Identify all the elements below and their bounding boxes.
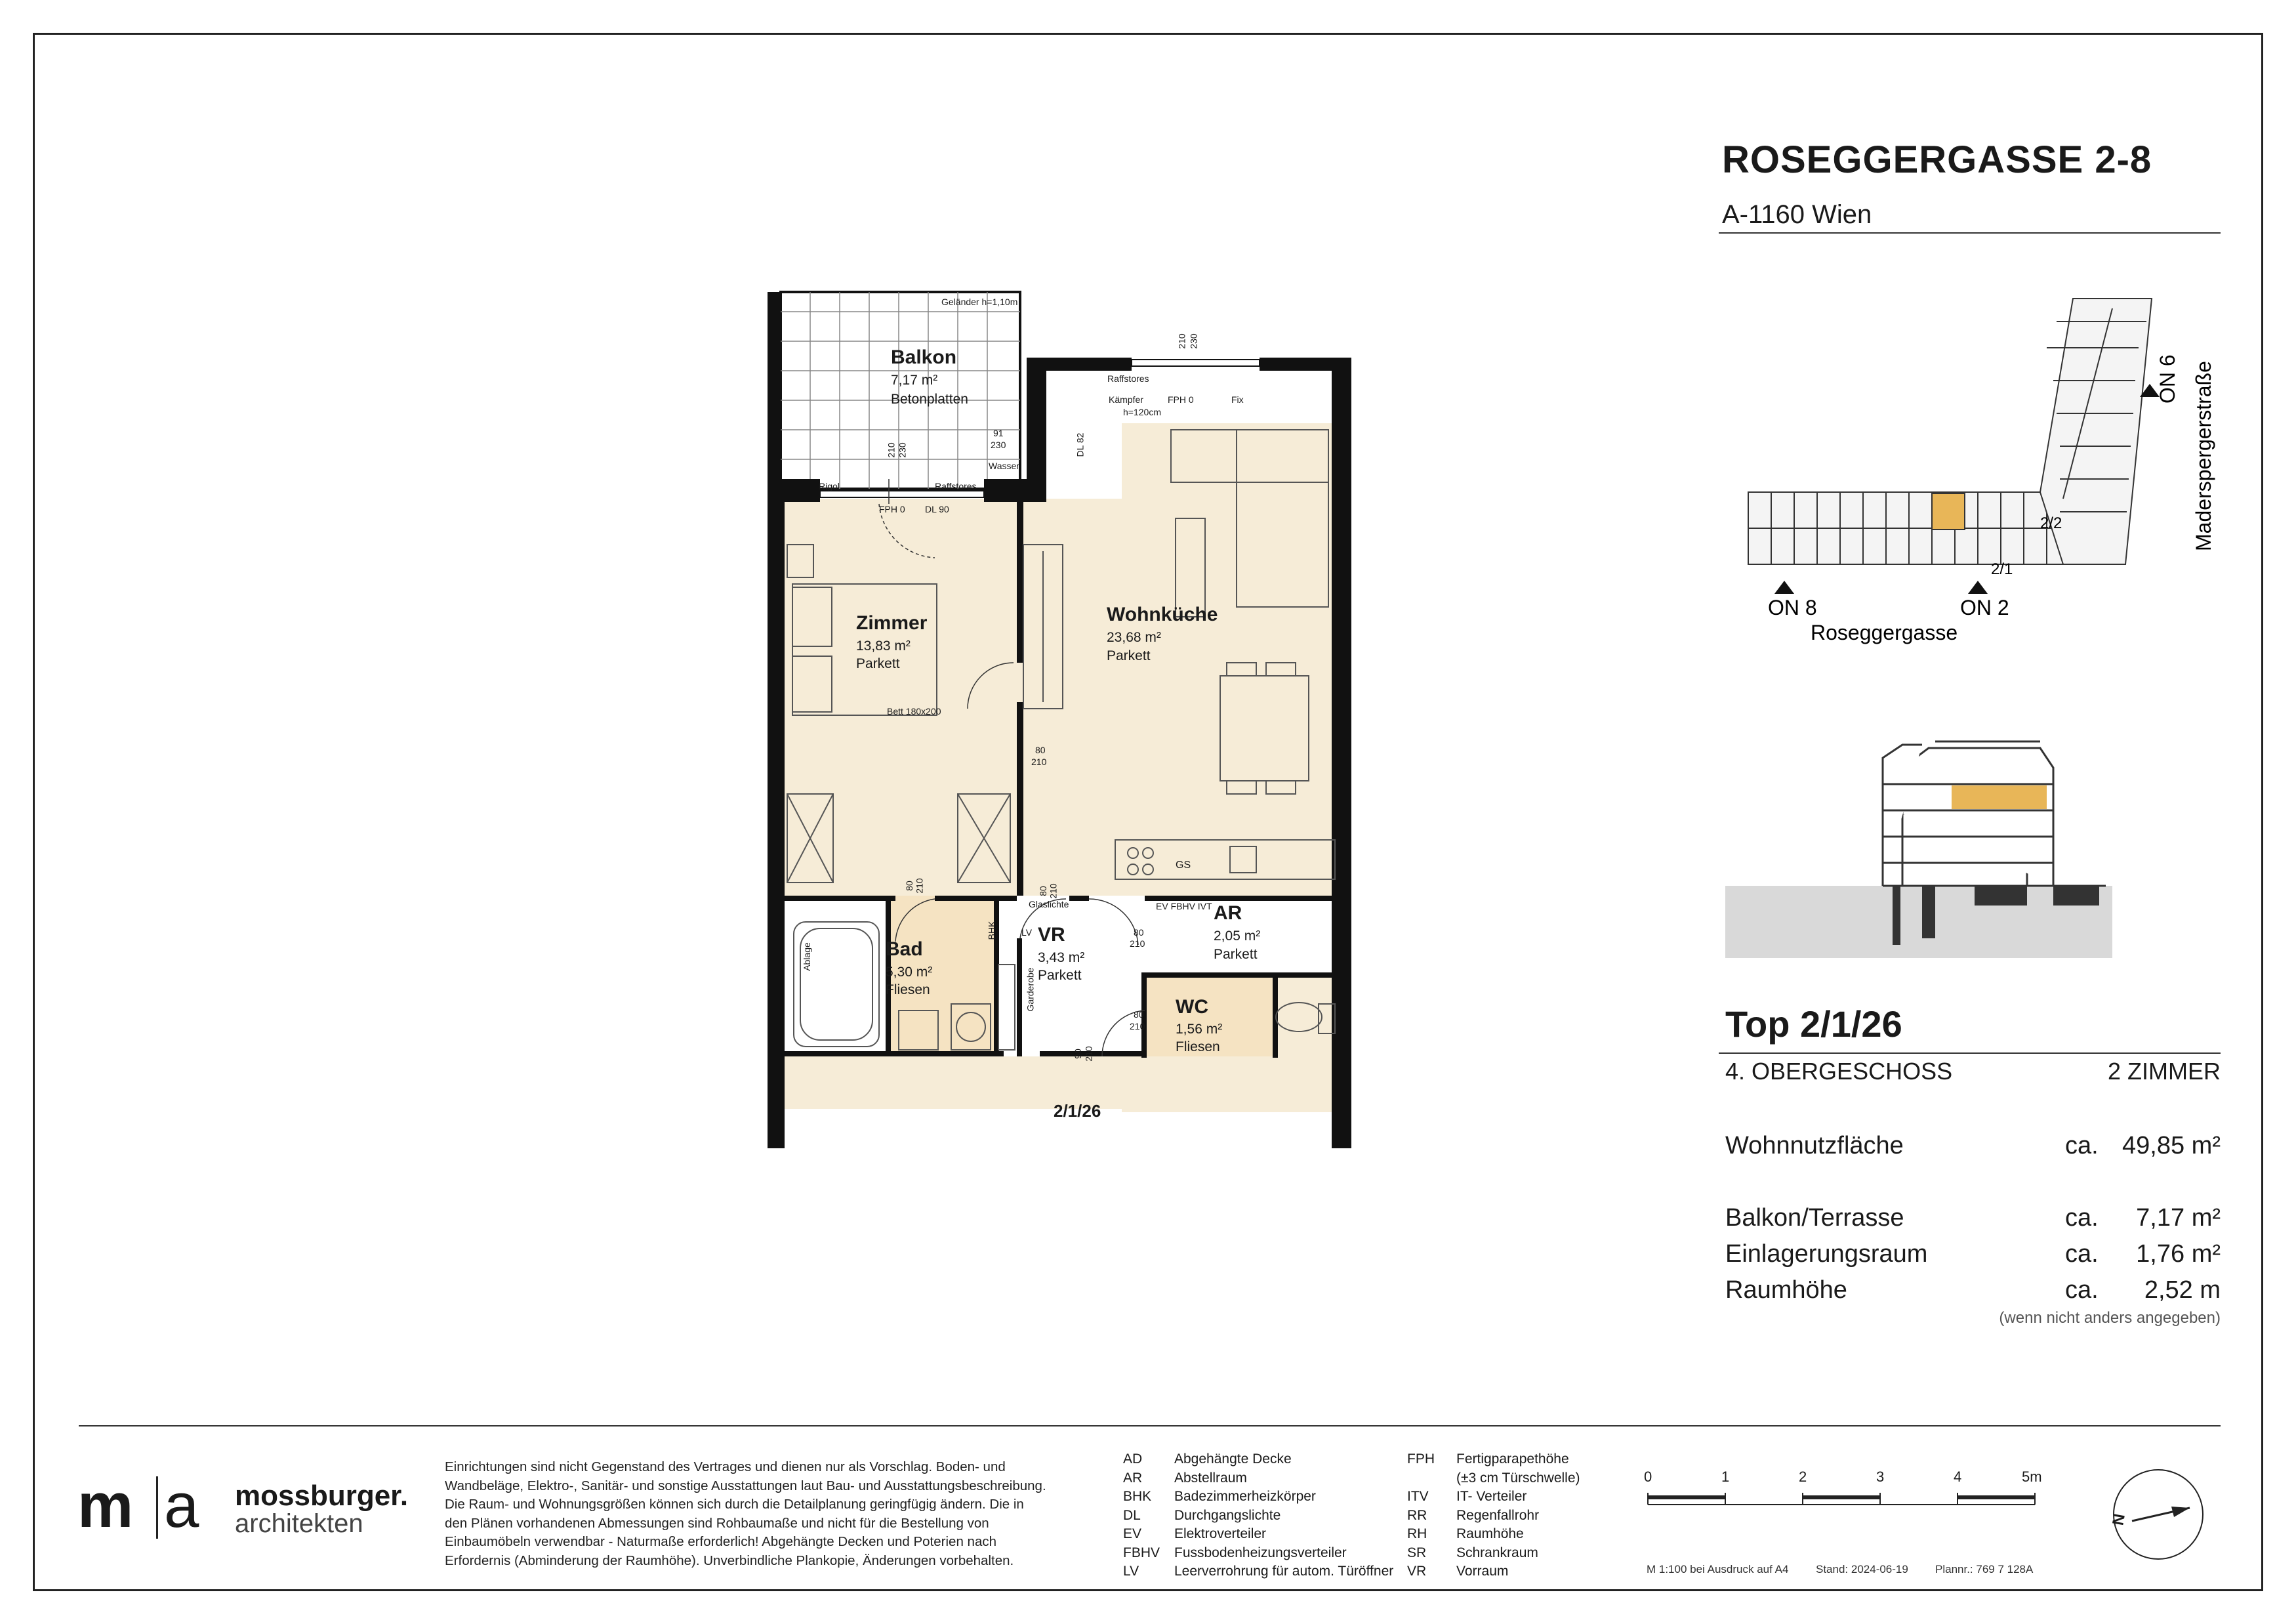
scale-tick-label: 1 — [1721, 1468, 1730, 1485]
legend-text: Elektroverteiler — [1174, 1526, 1267, 1541]
legend-text: Raumhöhe — [1456, 1526, 1524, 1541]
legend-abbr: LV — [1123, 1564, 1139, 1579]
room-area: 1,56 m² — [1176, 1022, 1223, 1037]
room-floor: Betonplatten — [891, 392, 968, 407]
entrance-on8: ON 8 — [1768, 596, 1817, 619]
area-label: Balkon/Terrasse — [1725, 1204, 1904, 1232]
plan-number: Plannr.: 769 7 128A — [1935, 1563, 2034, 1575]
legend-abbr: DL — [1123, 1507, 1141, 1523]
area-value: 2,52 m — [2144, 1276, 2221, 1304]
annotation-fix: Fix — [1231, 394, 1244, 405]
unit-rooms: 2 ZIMMER — [2107, 1058, 2221, 1085]
door-width: 80 — [903, 881, 914, 891]
room-area: 13,83 m² — [856, 638, 911, 654]
annotation-garderobe: Garderobe — [1025, 967, 1036, 1012]
north-label: N — [2109, 1512, 2129, 1527]
legend-abbr: RR — [1407, 1507, 1427, 1523]
height-note: (wenn nicht anders angegeben) — [1999, 1309, 2221, 1327]
scale-tick-label: 0 — [1644, 1468, 1652, 1485]
room-area: 5,30 m² — [886, 965, 933, 980]
annotation-kaempfer: Kämpfer — [1109, 394, 1143, 405]
window-height: 210 — [1176, 333, 1187, 349]
door-height: 210 — [1130, 1021, 1145, 1031]
door-height: 210 — [914, 878, 925, 894]
room-floor: Parkett — [1107, 648, 1151, 663]
unit-highlight-section — [1952, 785, 2047, 809]
door-height: 210 — [1048, 883, 1059, 899]
annotation-ev-fbhv-itv: EV FBHV IVT — [1156, 901, 1212, 911]
street-bottom-label: Roseggergasse — [1811, 621, 1958, 644]
area-ca: ca. — [2065, 1240, 2099, 1268]
legend-text: Vorraum — [1456, 1564, 1509, 1579]
scale-tick-label: 2 — [1799, 1468, 1807, 1485]
window-height: 230 — [1188, 333, 1199, 349]
annotation-gs: GS — [1176, 860, 1191, 871]
legend-abbr: EV — [1123, 1526, 1142, 1541]
street-right-label: Maderspergerstraße — [2192, 361, 2215, 551]
entrance-on6: ON 6 — [2156, 354, 2179, 404]
footer-divider — [79, 1425, 2221, 1426]
room-name: Balkon — [891, 346, 957, 368]
annotation-fph0: FPH 0 — [879, 504, 905, 514]
door-width: 80 — [1035, 745, 1046, 755]
logo-letter-a: a — [164, 1470, 199, 1541]
legend-text: Regenfallrohr — [1456, 1507, 1540, 1523]
door-width: 80 — [1037, 886, 1048, 896]
legend-descriptions-1 — [1174, 1450, 1393, 1581]
legend-descriptions-2 — [1456, 1450, 1580, 1581]
area-value: 49,85 m² — [2122, 1132, 2221, 1159]
room-area: 23,68 m² — [1107, 630, 1161, 645]
legend-text: Durchgangslichte — [1174, 1507, 1281, 1523]
unit-number: Top 2/1/26 — [1725, 1003, 1902, 1045]
annotation-wasser: Wasser — [989, 461, 1019, 471]
room-floor: Parkett — [1214, 947, 1258, 962]
scale-bar — [1640, 1486, 2047, 1512]
annotation-rigol: Rigol — [819, 481, 840, 491]
annotation-kaempfer-height: h=120cm — [1123, 407, 1161, 417]
door-width: 80 — [1134, 927, 1144, 938]
annotation-dl82: DL 82 — [1075, 432, 1086, 457]
annotation-glaslichte: Glaslichte — [1029, 899, 1069, 909]
area-value: 7,17 m² — [2136, 1204, 2221, 1232]
legend-text: Badezimmerheizkörper — [1174, 1489, 1316, 1504]
area-ca: ca. — [2065, 1276, 2099, 1304]
area-label: Raumhöhe — [1725, 1276, 1847, 1304]
area-label: Wohnnutzfläche — [1725, 1132, 1904, 1159]
plan-date: Stand: 2024-06-19 — [1816, 1563, 1908, 1575]
project-title: ROSEGGERGASSE 2-8 — [1722, 138, 2152, 181]
unit-floor: 4. OBERGESCHOSS — [1725, 1058, 1953, 1085]
legend-text: Abstellraum — [1174, 1470, 1247, 1486]
legend-text: Leerverrohrung für autom. Türöffner — [1174, 1564, 1394, 1579]
window-height: 230 — [897, 442, 908, 458]
door-height: 210 — [1130, 938, 1145, 949]
legend-text: Fertigparapethöhe — [1456, 1451, 1569, 1467]
building-section — [1725, 722, 2119, 958]
area-ca: ca. — [2065, 1204, 2099, 1232]
logo-divider — [156, 1476, 158, 1539]
scale-tick-label: 3 — [1876, 1468, 1885, 1485]
room-name: Zimmer — [856, 612, 928, 634]
disclaimer-text: Einrichtungen sind nicht Gegenstand des Vertrages und dienen nur als Vorschlag. Boden- und Wandbeläge, Elektro-, Sanitär- und sonstige Ausstattungen laut Bau- und Ausstattungsbeschreibung. Die Raum- und Wohnungsgrößen können sich durch die Detailplanung geringfügig ändern. Die in den Plänen vorhandenen Abmessungen sind Rohbaumaße und nicht für die Bestellung von Einbaumöbeln verwendbar - Naturmaße erforderlich! Abgehängte Decken und Poterien nach Erfordernis (Abminderung der Raumhöhe). Unverbindliche Plankopie, Änderungen vorbehalten. — [445, 1459, 1046, 1568]
annotation-dl90: DL 90 — [925, 504, 949, 514]
entrance-on2: ON 2 — [1960, 596, 2009, 619]
window-height: 230 — [991, 440, 1006, 450]
scale-tick-label: 4 — [1954, 1468, 1962, 1485]
door-width-entrance: 90 — [1072, 1049, 1083, 1059]
legend-abbr — [1407, 1469, 1435, 1488]
legend-text: Schrankraum — [1456, 1545, 1538, 1560]
room-floor: Parkett — [856, 656, 900, 671]
room-floor: Parkett — [1038, 968, 1082, 983]
window-height: 210 — [886, 442, 897, 458]
legend-abbr: BHK — [1123, 1489, 1152, 1504]
legend-text: Abgehängte Decke — [1174, 1451, 1292, 1467]
legend-abbr: SR — [1407, 1545, 1427, 1560]
header-divider — [1719, 232, 2221, 234]
project-city: A-1160 Wien — [1722, 200, 1872, 229]
annotation-bhk: BHK — [986, 921, 997, 940]
door-height: 210 — [1031, 757, 1047, 767]
stair-label-21: 2/1 — [1991, 560, 2013, 578]
legend-abbreviations-2 — [1407, 1450, 1435, 1581]
annotation-gelaender: Geländer h=1,10m — [941, 297, 1018, 307]
door-width: 80 — [1134, 1009, 1144, 1020]
logo-letter-m: m — [77, 1470, 131, 1541]
annotation-raffstores: Raffstores — [935, 481, 977, 491]
legend-abbreviations-1 — [1123, 1450, 1160, 1581]
floor-plan — [761, 282, 1351, 1148]
firm-name: mossburger. — [235, 1480, 409, 1512]
room-name: Bad — [886, 938, 923, 960]
room-floor: Fliesen — [1176, 1039, 1220, 1054]
door-height: 210 — [1083, 1046, 1094, 1062]
legend-abbr: ITV — [1407, 1489, 1429, 1504]
stair-label-22: 2/2 — [2040, 514, 2062, 532]
window-width: 91 — [993, 428, 1004, 438]
room-area: 2,05 m² — [1214, 928, 1261, 944]
area-label: Einlagerungsraum — [1725, 1240, 1928, 1268]
room-name: Wohnküche — [1107, 604, 1218, 625]
room-area: 3,43 m² — [1038, 950, 1085, 965]
scale-note: M 1:100 bei Ausdruck auf A4 — [1647, 1563, 1789, 1575]
unit-divider — [1719, 1052, 2221, 1054]
annotation-fph0: FPH 0 — [1168, 394, 1194, 405]
legend-text: Fussbodenheizungsverteiler — [1174, 1545, 1347, 1560]
annotation-raffstores: Raffstores — [1107, 373, 1149, 384]
annotation-ablage: Ablage — [801, 942, 812, 971]
room-name: AR — [1214, 902, 1242, 924]
legend-abbr: AR — [1123, 1470, 1143, 1486]
area-value: 1,76 m² — [2136, 1240, 2221, 1268]
room-name: VR — [1038, 924, 1065, 946]
legend-abbr: RH — [1407, 1526, 1427, 1541]
scale-tick-label: 5m — [2022, 1468, 2042, 1485]
legend-abbr: FBHV — [1123, 1545, 1160, 1560]
annotation-bed: Bett 180x200 — [887, 706, 941, 717]
room-area: 7,17 m² — [891, 373, 938, 388]
area-ca: ca. — [2065, 1132, 2099, 1159]
room-name: WC — [1176, 996, 1208, 1018]
legend-abbr: FPH — [1407, 1451, 1435, 1467]
entrance-label: 2/1/26 — [1054, 1101, 1101, 1121]
legend-text: (±3 cm Türschwelle) — [1456, 1470, 1580, 1486]
legend-abbr: AD — [1123, 1451, 1143, 1467]
firm-subtitle: architekten — [235, 1509, 363, 1538]
room-floor: Fliesen — [886, 982, 930, 997]
legend-text: IT- Verteiler — [1456, 1489, 1527, 1504]
annotation-lv: LV — [1021, 927, 1033, 938]
legend-abbr: VR — [1407, 1564, 1427, 1579]
site-plan — [1732, 282, 2230, 650]
unit-highlight-site — [1932, 493, 1965, 530]
